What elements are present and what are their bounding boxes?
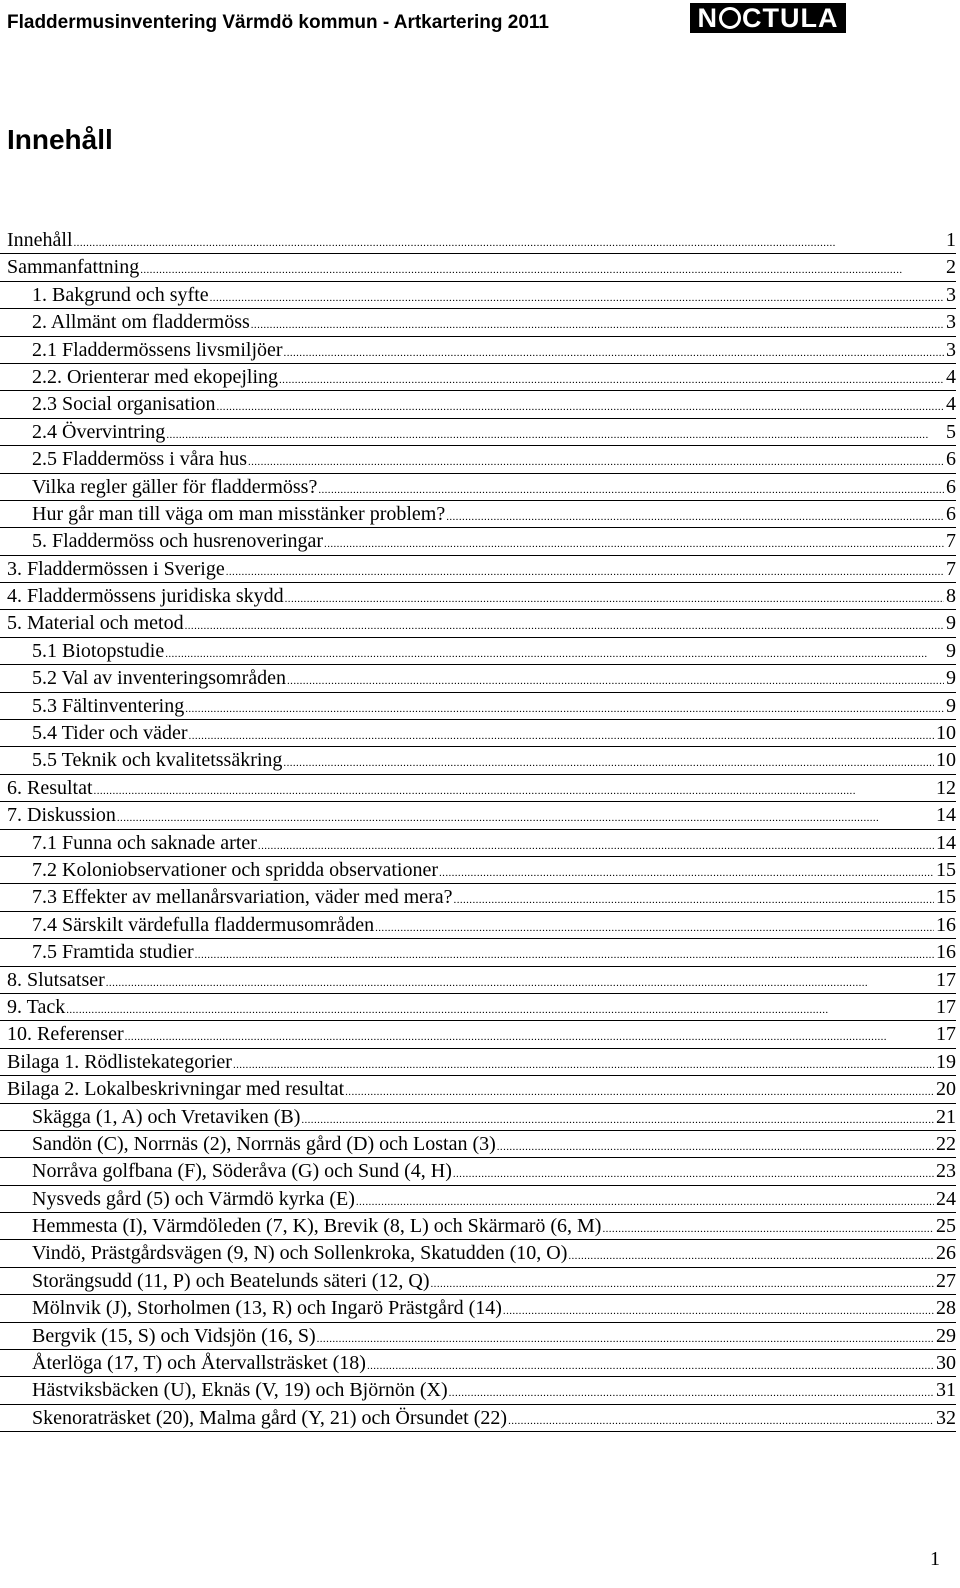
owl-icon: [719, 7, 741, 29]
toc-entry-title[interactable]: 7.2 Koloniobservationer och spridda observationer: [32, 858, 439, 881]
toc-entry-title[interactable]: 7.5 Framtida studier: [32, 941, 194, 964]
toc-entry[interactable]: [0, 337, 956, 364]
toc-entry-page-number[interactable]: 21: [936, 1105, 956, 1128]
toc-entry-page-number[interactable]: 17: [936, 1023, 956, 1046]
toc-entry-title[interactable]: Nysveds gård (5) och Värmdö kyrka (E): [32, 1187, 355, 1210]
toc-entry-page-number[interactable]: 9: [946, 612, 956, 635]
toc-entry[interactable]: [0, 610, 956, 637]
toc-entry-page-number[interactable]: 30: [936, 1352, 956, 1375]
toc-entry-page-number[interactable]: 28: [936, 1297, 956, 1320]
toc-dot-leader: [503, 1295, 934, 1325]
toc-entry-title[interactable]: 2.3 Social organisation: [32, 393, 216, 416]
toc-dot-leader: [140, 254, 944, 284]
toc-entry-title[interactable]: Skenoraträsket (20), Malma gård (Y, 21) och Örsundet (22): [32, 1406, 508, 1429]
toc-dot-leader: [195, 939, 934, 969]
toc-entry-title[interactable]: 2. Allmänt om fladdermöss: [32, 311, 250, 334]
toc-dot-leader: [431, 1268, 934, 1298]
toc-entry-page-number[interactable]: 15: [936, 858, 956, 881]
toc-dot-leader: [317, 1323, 934, 1353]
toc-entry-page-number[interactable]: 16: [936, 941, 956, 964]
toc-entry-title[interactable]: Innehåll: [7, 229, 73, 251]
toc-dot-leader: [125, 1021, 934, 1051]
toc-dot-leader: [117, 802, 934, 832]
toc-entry-page-number[interactable]: 19: [936, 1050, 956, 1073]
toc-entry-title[interactable]: Bergvik (15, S) och Vidsjön (16, S): [32, 1324, 316, 1347]
toc-dot-leader: [508, 1405, 934, 1435]
toc-dot-leader: [446, 501, 944, 531]
toc-dot-leader: [226, 556, 944, 586]
toc-dot-leader: [248, 446, 944, 476]
toc-entry[interactable]: [0, 309, 956, 336]
toc-entry-title[interactable]: 5. Fladdermöss och husrenoveringar: [32, 530, 324, 553]
toc-entry[interactable]: [0, 474, 956, 501]
toc-entry-title[interactable]: 5.5 Teknik och kvalitetssäkring: [32, 749, 283, 772]
toc-dot-leader: [449, 1377, 934, 1407]
toc-entry-page-number[interactable]: 25: [936, 1215, 956, 1238]
toc-entry[interactable]: [0, 1021, 956, 1048]
toc-entry[interactable]: [0, 994, 956, 1021]
toc-entry-title[interactable]: 9. Tack: [7, 995, 66, 1018]
toc-entry[interactable]: [0, 665, 956, 692]
toc-entry-title[interactable]: 2.4 Övervintring: [32, 420, 166, 443]
toc-entry[interactable]: [0, 830, 956, 857]
toc-entry[interactable]: [0, 1158, 956, 1185]
toc-dot-leader: [94, 775, 934, 805]
toc-entry-page-number[interactable]: 27: [936, 1269, 956, 1292]
toc-entry-title[interactable]: Sandön (C), Norrnäs (2), Norrnäs gård (D) och Lostan (3): [32, 1132, 496, 1155]
toc-entry[interactable]: [0, 391, 956, 418]
toc-entry[interactable]: [0, 747, 956, 774]
toc-dot-leader: [166, 419, 944, 449]
toc-entry-title[interactable]: 5.1 Biotopstudie: [32, 639, 165, 662]
toc-entry-page-number[interactable]: 3: [946, 338, 956, 361]
toc-entry-title[interactable]: Mölnvik (J), Storholmen (13, R) och Ingarö Prästgård (14): [32, 1297, 502, 1320]
toc-dot-leader: [283, 747, 934, 777]
toc-entry[interactable]: [0, 528, 956, 555]
toc-entry[interactable]: [0, 1076, 956, 1103]
toc-entry-title[interactable]: 7.3 Effekter av mellanårsvariation, väder med mera?: [32, 886, 453, 909]
toc-entry-title[interactable]: 2.5 Fladdermöss i våra hus: [32, 448, 247, 471]
toc-entry-page-number[interactable]: 29: [936, 1324, 956, 1347]
toc-entry-title[interactable]: 8. Slutsatser: [7, 968, 105, 991]
toc-entry-page-number[interactable]: 7: [946, 557, 956, 580]
toc-entry-page-number[interactable]: 5: [946, 420, 956, 443]
toc-entry-title[interactable]: 7. Diskussion: [7, 804, 116, 827]
toc-entry-page-number[interactable]: 9: [946, 639, 956, 662]
toc-entry-page-number[interactable]: 16: [936, 913, 956, 936]
toc-dot-leader: [602, 1213, 934, 1243]
page-title: Innehåll: [7, 124, 113, 155]
toc-entry-title[interactable]: Bilaga 2. Lokalbeskrivningar med resultat: [7, 1078, 345, 1101]
toc-entry-title[interactable]: Hästviksbäcken (U), Eknäs (V, 19) och Björnön (X): [32, 1379, 448, 1402]
toc-entry-page-number[interactable]: 4: [946, 365, 956, 388]
toc-dot-leader: [189, 720, 934, 750]
toc-entry[interactable]: [0, 583, 956, 610]
toc-entry[interactable]: [0, 364, 956, 391]
toc-entry[interactable]: [0, 1295, 956, 1322]
toc-entry-title[interactable]: 2.1 Fladdermössens livsmiljöer: [32, 338, 283, 361]
toc-entry[interactable]: [0, 967, 956, 994]
toc-entry-title[interactable]: 5. Material och metod: [7, 612, 184, 635]
toc-entry-page-number[interactable]: 23: [936, 1160, 956, 1183]
toc-entry-page-number[interactable]: 32: [936, 1406, 956, 1429]
toc-entry[interactable]: [0, 802, 956, 829]
toc-dot-leader: [217, 391, 945, 421]
toc-entry[interactable]: [0, 857, 956, 884]
table-of-contents: [0, 227, 960, 1432]
toc-dot-leader: [251, 309, 944, 339]
toc-dot-leader: [233, 1049, 934, 1079]
toc-dot-leader: [453, 1158, 934, 1188]
toc-entry-title[interactable]: 4. Fladdermössens juridiska skydd: [7, 585, 284, 608]
toc-entry[interactable]: [0, 1240, 956, 1267]
toc-entry-title[interactable]: Norråva golfbana (F), Söderåva (G) och Sund (4, H): [32, 1160, 452, 1183]
toc-entry[interactable]: [0, 1268, 956, 1295]
toc-entry[interactable]: [0, 720, 956, 747]
toc-dot-leader: [497, 1131, 934, 1161]
toc-entry-title[interactable]: Vindö, Prästgårdsvägen (9, N) och Sollenkroka, Skatudden (10, O): [32, 1242, 568, 1265]
toc-entry-title[interactable]: Återlöga (17, T) och Återvallsträsket (18): [32, 1352, 366, 1375]
toc-entry[interactable]: [0, 501, 956, 528]
toc-dot-leader: [185, 610, 944, 640]
toc-entry[interactable]: [0, 1186, 956, 1213]
toc-entry[interactable]: [0, 775, 956, 802]
toc-entry[interactable]: [0, 1104, 956, 1131]
toc-entry-page-number[interactable]: 14: [936, 831, 956, 854]
toc-entry-title[interactable]: 6. Resultat: [7, 776, 93, 799]
toc-dot-leader: [318, 474, 944, 504]
toc-entry-page-number[interactable]: 6: [946, 502, 956, 525]
toc-entry[interactable]: [0, 254, 956, 281]
toc-dot-leader: [165, 638, 944, 668]
document-header-title: Fladdermusinventering Värmdö kommun - Artkartering 2011: [7, 12, 549, 33]
toc-entry[interactable]: [0, 446, 956, 473]
toc-entry[interactable]: [0, 638, 956, 665]
toc-entry-page-number[interactable]: 17: [936, 968, 956, 991]
toc-entry-page-number[interactable]: 8: [946, 585, 956, 608]
toc-entry-title[interactable]: 3. Fladdermössen i Sverige: [7, 557, 225, 580]
toc-dot-leader: [210, 282, 944, 312]
toc-entry-page-number[interactable]: 9: [946, 694, 956, 717]
toc-entry[interactable]: [0, 1213, 956, 1240]
toc-entry-title[interactable]: 5.2 Val av inventeringsområden: [32, 667, 287, 690]
toc-entry-page-number[interactable]: 3: [946, 283, 956, 306]
toc-entry-title[interactable]: 2.2. Orienterar med ekopejling: [32, 365, 279, 388]
toc-entry-title[interactable]: 10. Referenser: [7, 1023, 124, 1046]
toc-entry-page-number[interactable]: 17: [936, 995, 956, 1018]
toc-dot-leader: [66, 994, 934, 1024]
toc-entry-page-number[interactable]: 10: [936, 749, 956, 772]
toc-dot-leader: [74, 227, 944, 257]
toc-dot-leader: [287, 665, 944, 695]
toc-entry[interactable]: [0, 1323, 956, 1350]
toc-dot-leader: [258, 830, 934, 860]
toc-entry[interactable]: [0, 693, 956, 720]
toc-entry-page-number[interactable]: 14: [936, 804, 956, 827]
toc-entry[interactable]: [0, 1049, 956, 1076]
toc-dot-leader: [284, 337, 944, 367]
toc-dot-leader: [356, 1186, 934, 1216]
toc-entry[interactable]: [0, 1405, 956, 1432]
toc-dot-leader: [279, 364, 944, 394]
toc-dot-leader: [375, 912, 934, 942]
page-number: 1: [930, 1548, 940, 1570]
toc-entry[interactable]: [0, 282, 956, 309]
toc-entry-title[interactable]: Skägga (1, A) och Vretaviken (B): [32, 1105, 301, 1128]
toc-entry-title[interactable]: 7.4 Särskilt värdefulla fladdermusområden: [32, 913, 375, 936]
page-header: [0, 0, 960, 40]
toc-entry-page-number[interactable]: 22: [936, 1132, 956, 1155]
toc-entry-page-number[interactable]: 6: [946, 448, 956, 471]
toc-entry[interactable]: [0, 1131, 956, 1158]
toc-entry-title[interactable]: Storängsudd (11, P) och Beatelunds säteri (12, Q): [32, 1269, 430, 1292]
toc-entry-page-number[interactable]: 26: [936, 1242, 956, 1265]
toc-entry-title[interactable]: 5.4 Tider och väder: [32, 722, 188, 745]
toc-entry-title[interactable]: Sammanfattning: [7, 256, 140, 279]
toc-dot-leader: [106, 967, 934, 997]
toc-entry-page-number[interactable]: 2: [946, 256, 956, 279]
toc-entry-page-number[interactable]: 12: [936, 776, 956, 799]
toc-entry[interactable]: [0, 1377, 956, 1404]
toc-dot-leader: [439, 857, 934, 887]
toc-entry-page-number[interactable]: 15: [936, 886, 956, 909]
toc-entry-page-number[interactable]: 6: [946, 475, 956, 498]
toc-dot-leader: [301, 1104, 934, 1134]
toc-entry-page-number[interactable]: 4: [946, 393, 956, 416]
toc-entry[interactable]: [0, 227, 956, 254]
toc-entry-page-number[interactable]: 1: [946, 229, 956, 251]
toc-entry-page-number[interactable]: 9: [946, 667, 956, 690]
toc-dot-leader: [185, 693, 944, 723]
toc-entry-title[interactable]: 7.1 Funna och saknade arter: [32, 831, 257, 854]
toc-entry-title[interactable]: Vilka regler gäller för fladdermöss?: [32, 475, 318, 498]
toc-dot-leader: [285, 583, 944, 613]
noctula-logo: N CTULA: [690, 3, 846, 33]
toc-entry[interactable]: [0, 556, 956, 583]
toc-entry[interactable]: [0, 912, 956, 939]
toc-entry-page-number[interactable]: 24: [936, 1187, 956, 1210]
toc-entry-title[interactable]: Hemmesta (I), Värmdöleden (7, K), Brevik (8, L) och Skärmarö (6, M): [32, 1215, 602, 1238]
toc-entry-title[interactable]: 1. Bakgrund och syfte: [32, 283, 209, 306]
toc-entry-title[interactable]: Bilaga 1. Rödlistekategorier: [7, 1050, 232, 1073]
toc-dot-leader: [454, 884, 934, 914]
toc-dot-leader: [345, 1076, 934, 1106]
toc-entry[interactable]: [0, 884, 956, 911]
toc-entry[interactable]: [0, 1350, 956, 1377]
toc-dot-leader: [324, 528, 944, 558]
toc-entry-page-number[interactable]: 10: [936, 722, 956, 745]
toc-entry-page-number[interactable]: 31: [936, 1379, 956, 1402]
toc-entry-page-number[interactable]: 20: [936, 1078, 956, 1101]
toc-entry[interactable]: [0, 419, 956, 446]
toc-dot-leader: [568, 1240, 934, 1270]
toc-entry-title[interactable]: Hur går man till väga om man misstänker problem?: [32, 502, 446, 525]
toc-dot-leader: [367, 1350, 934, 1380]
toc-entry-page-number[interactable]: 3: [946, 311, 956, 334]
toc-entry-title[interactable]: 5.3 Fältinventering: [32, 694, 185, 717]
toc-entry-page-number[interactable]: 7: [946, 530, 956, 553]
toc-entry[interactable]: [0, 939, 956, 966]
